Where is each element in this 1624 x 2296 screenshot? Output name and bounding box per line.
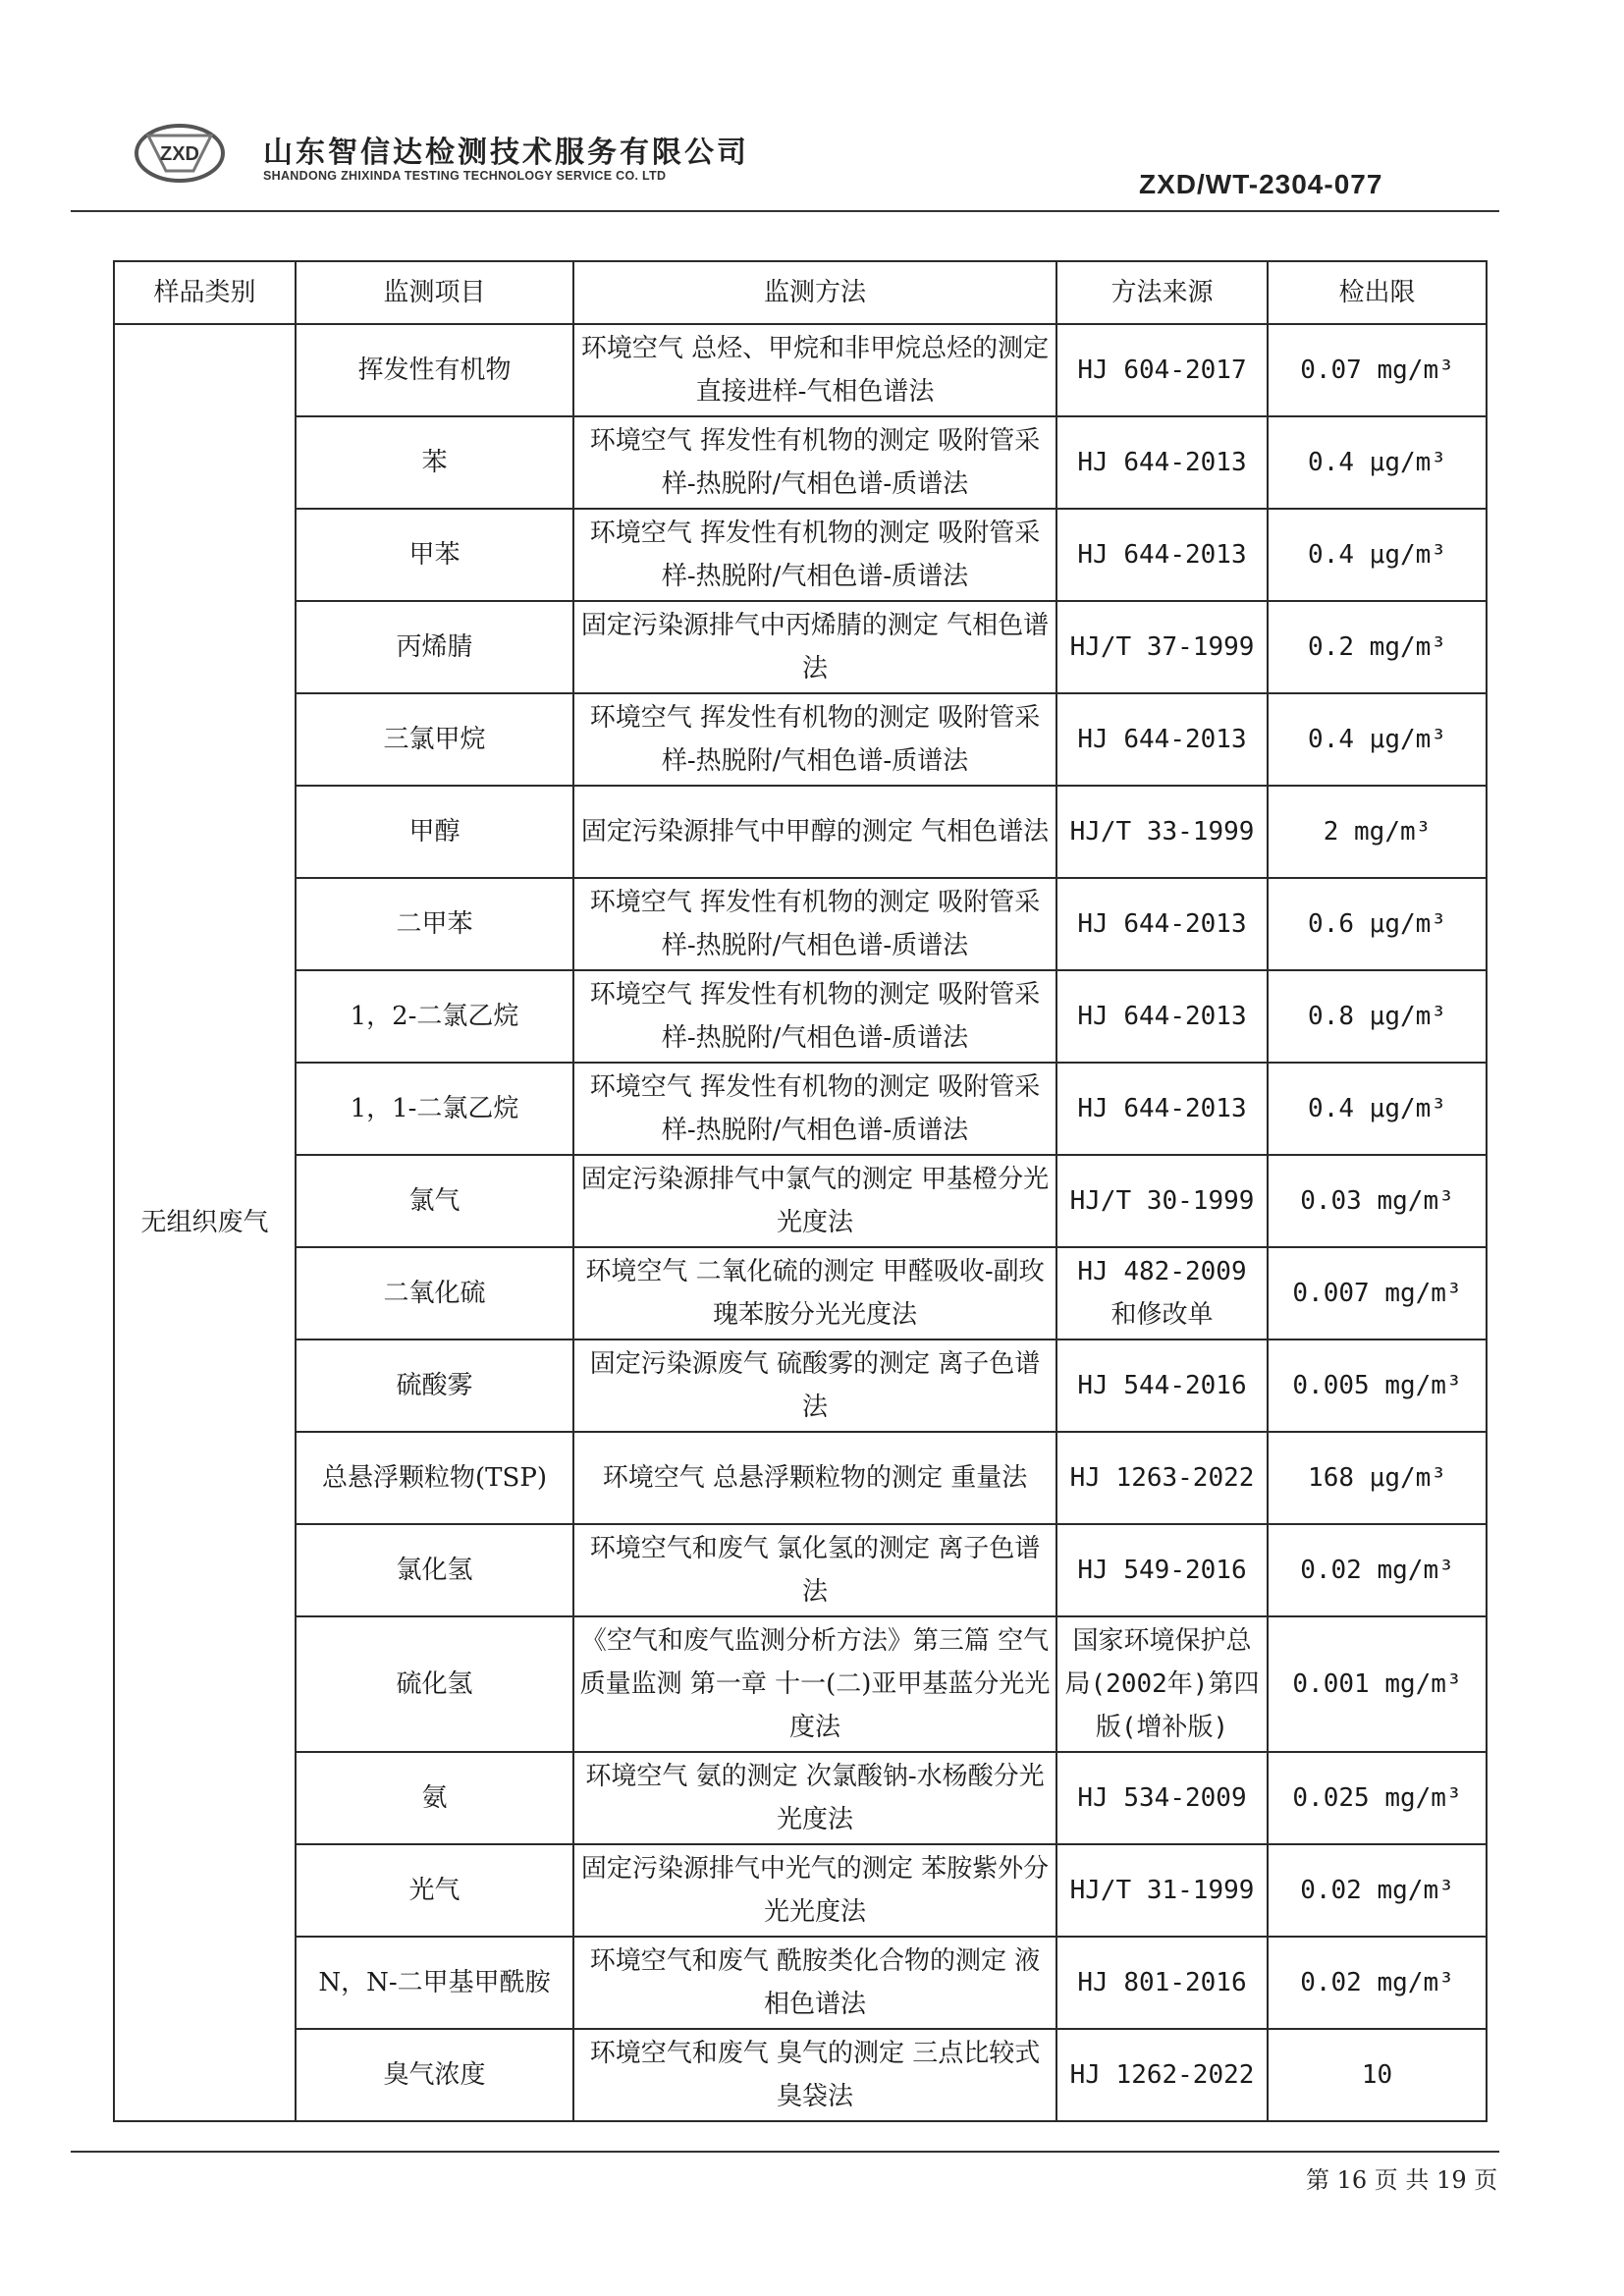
method-cell: 环境空气 挥发性有机物的测定 吸附管采样-热脱附/气相色谱-质谱法 bbox=[573, 416, 1056, 509]
table-row bbox=[114, 878, 1487, 970]
method-cell: 固定污染源废气 硫酸雾的测定 离子色谱法 bbox=[573, 1339, 1056, 1432]
method-cell: 环境空气 总烃、甲烷和非甲烷总烃的测定 直接进样-气相色谱法 bbox=[573, 324, 1056, 416]
monitoring-item-cell: 苯 bbox=[296, 416, 573, 509]
method-cell: 环境空气 二氧化硫的测定 甲醛吸收-副玫瑰苯胺分光光度法 bbox=[573, 1247, 1056, 1339]
monitoring-item-cell: N，N-二甲基甲酰胺 bbox=[296, 1937, 573, 2029]
monitoring-item-cell: 氯气 bbox=[296, 1155, 573, 1247]
method-cell: 环境空气 挥发性有机物的测定 吸附管采样-热脱附/气相色谱-质谱法 bbox=[573, 1063, 1056, 1155]
monitoring-item-cell: 二甲苯 bbox=[296, 878, 573, 970]
method-cell: 固定污染源排气中甲醇的测定 气相色谱法 bbox=[573, 786, 1056, 878]
monitoring-item-cell: 光气 bbox=[296, 1844, 573, 1937]
header-category: 样品类别 bbox=[114, 261, 296, 324]
company-name-cn: 山东智信达检测技术服务有限公司 bbox=[263, 136, 749, 170]
monitoring-item-cell: 硫酸雾 bbox=[296, 1339, 573, 1432]
company-name-en: SHANDONG ZHIXINDA TESTING TECHNOLOGY SERVICE CO. LTD bbox=[263, 169, 667, 183]
method-cell: 固定污染源排气中氯气的测定 甲基橙分光光度法 bbox=[573, 1155, 1056, 1247]
method-source-cell: HJ/T 33-1999 bbox=[1056, 786, 1268, 878]
method-source-cell: HJ/T 30-1999 bbox=[1056, 1155, 1268, 1247]
table-row bbox=[114, 1752, 1487, 1844]
detection-limit-cell: 0.02 mg/m³ bbox=[1268, 1524, 1487, 1616]
method-cell: 固定污染源排气中丙烯腈的测定 气相色谱法 bbox=[573, 601, 1056, 693]
monitoring-methods-table bbox=[113, 260, 1488, 2122]
method-source-cell: HJ 644-2013 bbox=[1056, 878, 1268, 970]
detection-limit-cell: 0.4 μg/m³ bbox=[1268, 693, 1487, 786]
header-item: 监测项目 bbox=[296, 261, 573, 324]
method-cell: 环境空气 挥发性有机物的测定 吸附管采样-热脱附/气相色谱-质谱法 bbox=[573, 970, 1056, 1063]
sample-category-cell: 无组织废气 bbox=[114, 324, 296, 2121]
method-cell: 环境空气和废气 酰胺类化合物的测定 液相色谱法 bbox=[573, 1937, 1056, 2029]
detection-limit-cell: 0.005 mg/m³ bbox=[1268, 1339, 1487, 1432]
header-source: 方法来源 bbox=[1056, 261, 1268, 324]
monitoring-item-cell: 氯化氢 bbox=[296, 1524, 573, 1616]
method-source-cell: 国家环境保护总局(2002年)第四版(增补版) bbox=[1056, 1616, 1268, 1752]
table-header-row bbox=[114, 261, 1487, 324]
method-cell: 环境空气 挥发性有机物的测定 吸附管采样-热脱附/气相色谱-质谱法 bbox=[573, 693, 1056, 786]
detection-limit-cell: 0.2 mg/m³ bbox=[1268, 601, 1487, 693]
table-row bbox=[114, 2029, 1487, 2121]
method-source-cell: HJ/T 37-1999 bbox=[1056, 601, 1268, 693]
monitoring-item-cell: 1，2-二氯乙烷 bbox=[296, 970, 573, 1063]
table-body bbox=[114, 324, 1487, 2121]
table-row bbox=[114, 1524, 1487, 1616]
method-cell: 环境空气 挥发性有机物的测定 吸附管采样-热脱附/气相色谱-质谱法 bbox=[573, 878, 1056, 970]
monitoring-item-cell: 三氯甲烷 bbox=[296, 693, 573, 786]
detection-limit-cell: 0.4 μg/m³ bbox=[1268, 1063, 1487, 1155]
monitoring-item-cell: 臭气浓度 bbox=[296, 2029, 573, 2121]
detection-limit-cell: 0.02 mg/m³ bbox=[1268, 1937, 1487, 2029]
table-row bbox=[114, 509, 1487, 601]
table-row bbox=[114, 1844, 1487, 1937]
method-source-cell: HJ 534-2009 bbox=[1056, 1752, 1268, 1844]
table-row bbox=[114, 1155, 1487, 1247]
company-logo-icon bbox=[131, 116, 229, 191]
table-row bbox=[114, 1339, 1487, 1432]
detection-limit-cell: 0.4 μg/m³ bbox=[1268, 416, 1487, 509]
method-source-cell: HJ 482-2009 和修改单 bbox=[1056, 1247, 1268, 1339]
method-cell: 环境空气 挥发性有机物的测定 吸附管采样-热脱附/气相色谱-质谱法 bbox=[573, 509, 1056, 601]
method-source-cell: HJ 644-2013 bbox=[1056, 693, 1268, 786]
method-source-cell: HJ 644-2013 bbox=[1056, 1063, 1268, 1155]
detection-limit-cell: 2 mg/m³ bbox=[1268, 786, 1487, 878]
detection-limit-cell: 0.07 mg/m³ bbox=[1268, 324, 1487, 416]
table-row bbox=[114, 970, 1487, 1063]
page-number: 第 16 页 共 19 页 bbox=[1306, 2166, 1498, 2194]
table-row bbox=[114, 601, 1487, 693]
method-source-cell: HJ 604-2017 bbox=[1056, 324, 1268, 416]
method-source-cell: HJ 644-2013 bbox=[1056, 509, 1268, 601]
monitoring-item-cell: 甲醇 bbox=[296, 786, 573, 878]
monitoring-item-cell: 总悬浮颗粒物(TSP) bbox=[296, 1432, 573, 1524]
page-header bbox=[0, 0, 1624, 211]
method-source-cell: HJ 1262-2022 bbox=[1056, 2029, 1268, 2121]
table-row bbox=[114, 1937, 1487, 2029]
monitoring-item-cell: 氨 bbox=[296, 1752, 573, 1844]
detection-limit-cell: 0.001 mg/m³ bbox=[1268, 1616, 1487, 1752]
detection-limit-cell: 0.007 mg/m³ bbox=[1268, 1247, 1487, 1339]
detection-limit-cell: 0.4 μg/m³ bbox=[1268, 509, 1487, 601]
table-row bbox=[114, 693, 1487, 786]
monitoring-item-cell: 二氧化硫 bbox=[296, 1247, 573, 1339]
header-divider bbox=[71, 210, 1499, 212]
footer-divider bbox=[71, 2151, 1499, 2153]
table-row bbox=[114, 1063, 1487, 1155]
table-row bbox=[114, 1247, 1487, 1339]
detection-limit-cell: 0.6 μg/m³ bbox=[1268, 878, 1487, 970]
detection-limit-cell: 10 bbox=[1268, 2029, 1487, 2121]
table-row bbox=[114, 416, 1487, 509]
method-source-cell: HJ 801-2016 bbox=[1056, 1937, 1268, 2029]
table-row bbox=[114, 1616, 1487, 1752]
method-cell: 环境空气 氨的测定 次氯酸钠-水杨酸分光光度法 bbox=[573, 1752, 1056, 1844]
method-cell: 环境空气和废气 氯化氢的测定 离子色谱法 bbox=[573, 1524, 1056, 1616]
table-row bbox=[114, 324, 1487, 416]
header-method: 监测方法 bbox=[573, 261, 1056, 324]
method-source-cell: HJ 644-2013 bbox=[1056, 416, 1268, 509]
method-cell: 固定污染源排气中光气的测定 苯胺紫外分光光度法 bbox=[573, 1844, 1056, 1937]
detection-limit-cell: 0.02 mg/m³ bbox=[1268, 1844, 1487, 1937]
detection-limit-cell: 0.025 mg/m³ bbox=[1268, 1752, 1487, 1844]
monitoring-item-cell: 挥发性有机物 bbox=[296, 324, 573, 416]
detection-limit-cell: 168 μg/m³ bbox=[1268, 1432, 1487, 1524]
monitoring-item-cell: 硫化氢 bbox=[296, 1616, 573, 1752]
method-cell: 环境空气和废气 臭气的测定 三点比较式臭袋法 bbox=[573, 2029, 1056, 2121]
method-source-cell: HJ 549-2016 bbox=[1056, 1524, 1268, 1616]
method-cell: 环境空气 总悬浮颗粒物的测定 重量法 bbox=[573, 1432, 1056, 1524]
monitoring-item-cell: 丙烯腈 bbox=[296, 601, 573, 693]
table-row bbox=[114, 1432, 1487, 1524]
monitoring-item-cell: 1，1-二氯乙烷 bbox=[296, 1063, 573, 1155]
logo-text: ZXD bbox=[160, 143, 199, 165]
method-source-cell: HJ 544-2016 bbox=[1056, 1339, 1268, 1432]
table-row bbox=[114, 786, 1487, 878]
header-limit: 检出限 bbox=[1268, 261, 1487, 324]
method-source-cell: HJ/T 31-1999 bbox=[1056, 1844, 1268, 1937]
method-source-cell: HJ 1263-2022 bbox=[1056, 1432, 1268, 1524]
method-source-cell: HJ 644-2013 bbox=[1056, 970, 1268, 1063]
document-number: ZXD/WT-2304-077 bbox=[1139, 169, 1383, 199]
detection-limit-cell: 0.03 mg/m³ bbox=[1268, 1155, 1487, 1247]
monitoring-item-cell: 甲苯 bbox=[296, 509, 573, 601]
method-cell: 《空气和废气监测分析方法》第三篇 空气质量监测 第一章 十一(二)亚甲基蓝分光光度法 bbox=[573, 1616, 1056, 1752]
detection-limit-cell: 0.8 μg/m³ bbox=[1268, 970, 1487, 1063]
